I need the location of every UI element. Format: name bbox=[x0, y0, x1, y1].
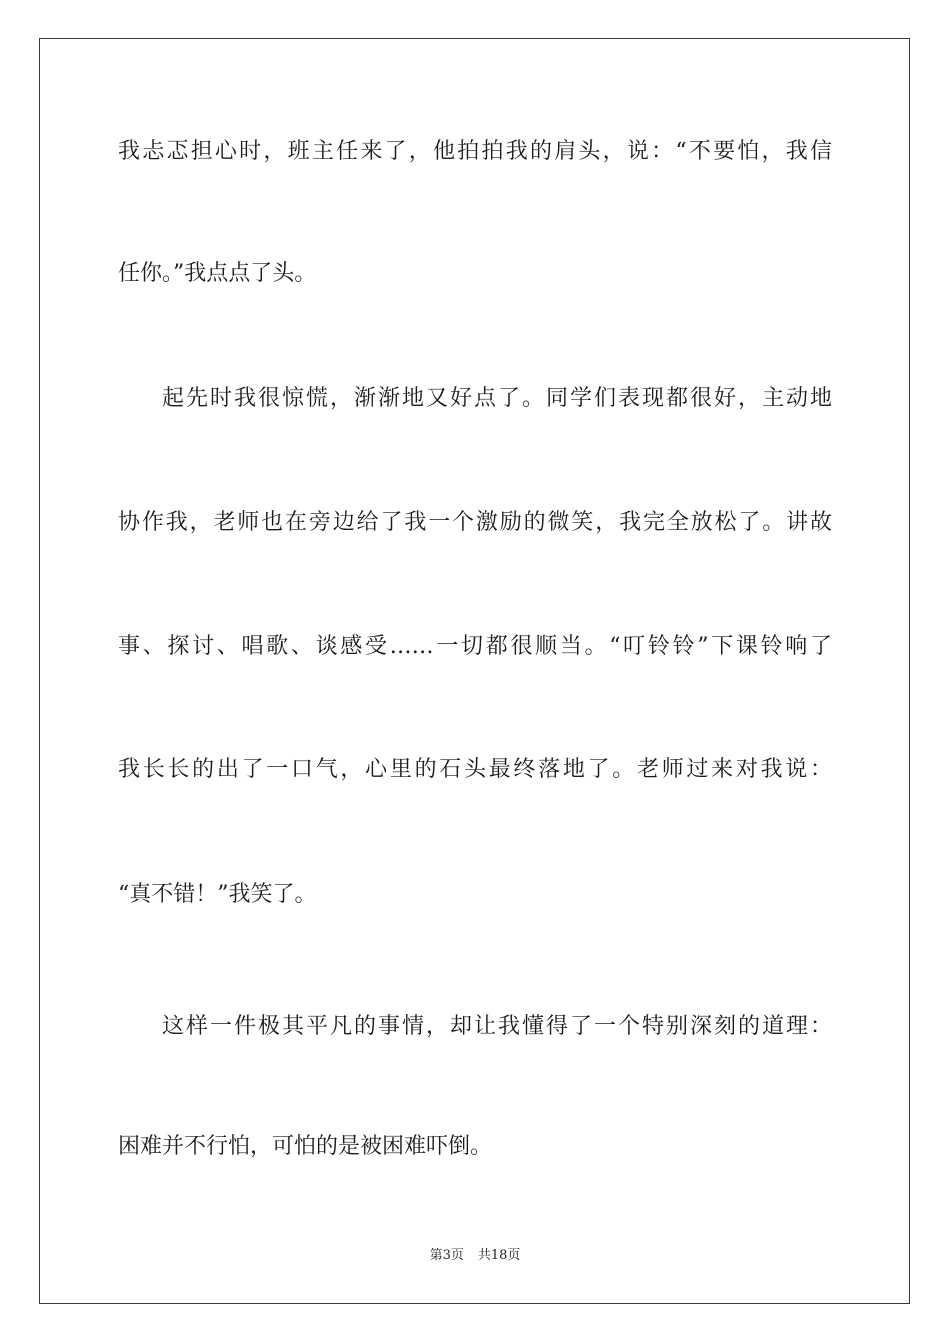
page-border bbox=[39, 38, 910, 1304]
paragraph-line: “真不错！”我笑了。 bbox=[118, 882, 317, 907]
paragraph-line: 我忐忑担心时，班主任来了，他拍拍我的肩头，说：“不要怕，我信 bbox=[118, 139, 832, 164]
paragraph-line: 困难并不行怕，可怕的是被困难吓倒。 bbox=[118, 1134, 493, 1159]
paragraph-line: 起先时我很惊慌，渐渐地又好点了。同学们表现都很好，主动地 bbox=[162, 386, 832, 411]
paragraph-line: 事、探讨、唱歌、谈感受……一切都很顺当。“叮铃铃”下课铃响了 bbox=[118, 634, 832, 659]
paragraph-line: 我长长的出了一口气，心里的石头最终落地了。老师过来对我说： bbox=[118, 757, 832, 782]
paragraph-line: 任你。”我点点了头。 bbox=[118, 261, 317, 286]
page-number: 第3页 bbox=[429, 1248, 464, 1263]
paragraph-line: 这样一件极其平凡的事情，却让我懂得了一个特别深刻的道理： bbox=[162, 1014, 832, 1039]
page-footer bbox=[0, 1247, 950, 1265]
paragraph-line: 协作我，老师也在旁边给了我一个激励的微笑，我完全放松了。讲故 bbox=[118, 510, 832, 535]
page-total: 共18页 bbox=[477, 1248, 521, 1263]
